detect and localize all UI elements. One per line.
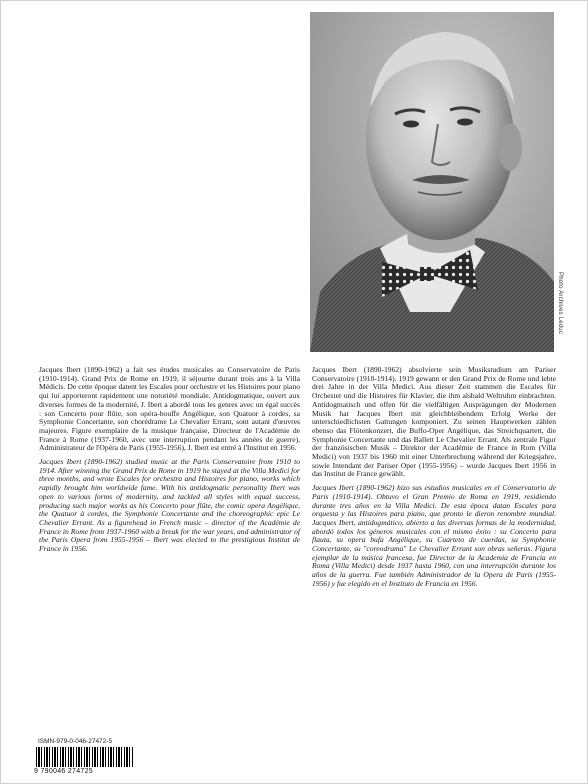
spanish-biography: Jacques Ibert (1890-1962) hizo sus estudios musicales en el Conservatorio de París (1910-1914). Obtuvo el Gran Premio de Roma en 1919, residiendo durante tres años en la Villa Medici. De esta época datan Escales para orquesta y las Histoires para piano, que pronto le dieron renombre mundial. Jacques Ibert, antidogmático, abierto a las diversas formas de la modernidad, abordó todos los géneros musicales con el mismo éxito : su Concerto para flauta, su opera bufa Angélique, su Cuarteto de cuerdas, su Symphonie Concertante, su "coreodrama" Le Chevalier Errant son obras señeras. Figura ejemplar de la música francesa, fue Director de la Academia de Francia en Roma (Villa Medici) desde 1937 hasta 1960, con una interrupción durante los años de la guerra. Fue también Administrador de la Opera de Paris (1955-1956) y fue elegido en el Instituto de Francia en 1956. [312, 483, 556, 588]
photo-credit: Photo Archives Leduc [557, 272, 563, 335]
barcode [36, 747, 134, 767]
left-column [39, 366, 300, 559]
french-biography: Jacques Ibert (1890-1962) a fait ses études musicales au Conservatoire de Paris (1910-1914). Grand Prix de Rome en 1919, il séjourne durant trois ans à la Villa Médicis. De cette époque datent les Escales pour orchestre et les Histoires pour piano qui lui apporteront rapidement une notoriété mondiale. Antidogmatique, ouvert aux diverses formes de la modernité, J. Ibert a abordé tous les genres avec un égal succès : son Concerto pour flûte, son opéra-bouffe Angélique, son Quatuor à cordes, sa Symphonie Concertante, son chorédrame Le Chevalier Errant, sont autant d'œuvres majeures. Figure exemplaire de la musique française, Directeur de l'Académie de France à Rome (1937-1960, avec une interruption pendant les années de guerre), Administrateur de l'Opéra de Paris (1955-1956), J. Ibert est entré à l'Institut en 1956. [39, 365, 300, 453]
english-biography: Jacques Ibert (1890-1962) studied music at the Paris Conservatoire from 1910 to 1914. After winning the Grand Prix de Rome in 1919 he stayed at the Villa Medici for three months, and wrote Escales for orchestra and Histoires for piano, works which rapidly brought him worldwide fame. With his antidogmatic personality Ibert was open to various forms of modernity, and tackled all styles with equal success, producing such major works as his Concerto pour flûte, the comic opera Angélique, the Quatuor à cordes, the Symphonie Concertante and the choreographic epic Le Chevalier Errant. As a figurehead in French music – director of the Académie de France in Rome from 1937-1960 with a break for the war years, and administrator of the Paris Opera from 1955-1956 – Ibert was elected to the prestigious Institut de France in 1956. [39, 457, 300, 554]
ismn-label: ISMN-979-0-046-27472-5 [38, 738, 113, 745]
portrait-photo [310, 12, 554, 352]
german-biography: Jacques Ibert (1890-1962) absolvierte sein Musikstudium am Pariser Conservatoire (1910-1914). 1919 gewann er den Grand Prix de Rome und lebte drei Jahre in der Villa Medici. Aus dieser Zeit stammen die Escales für Orchester und die Histoires für Klavier, die ihm alsbald Weltruhm einbrachten. Antidogmatisch und offen für die vielfältigen Ausprägungen der Modernen Musik hat Jacques Ibert mit gleichbleibendem Erfolg Werke der unterschiedlichsten Gattungen komponiert. Zu seinen Hauptwerken zählen ebenso das Flötenkonzert, die Buffo-Oper Angélique, das Streichquartett, die Symphonie Concertante und das Ballett Le Chevalier Errant. Als zentrale Figur der französischen Musik – Direktor der Académie de France in Rom (Villa Medici) von 1937 bis 1960 mit einer Unterbrechung während der Kriegsjahre, sowie Intendant der Pariser Oper (1955-1956) – wurde Jacques Ibert 1956 in das Institut de France gewählt. [312, 365, 556, 479]
right-column [312, 366, 556, 594]
barcode-number: 9 790046 274725 [34, 768, 136, 775]
